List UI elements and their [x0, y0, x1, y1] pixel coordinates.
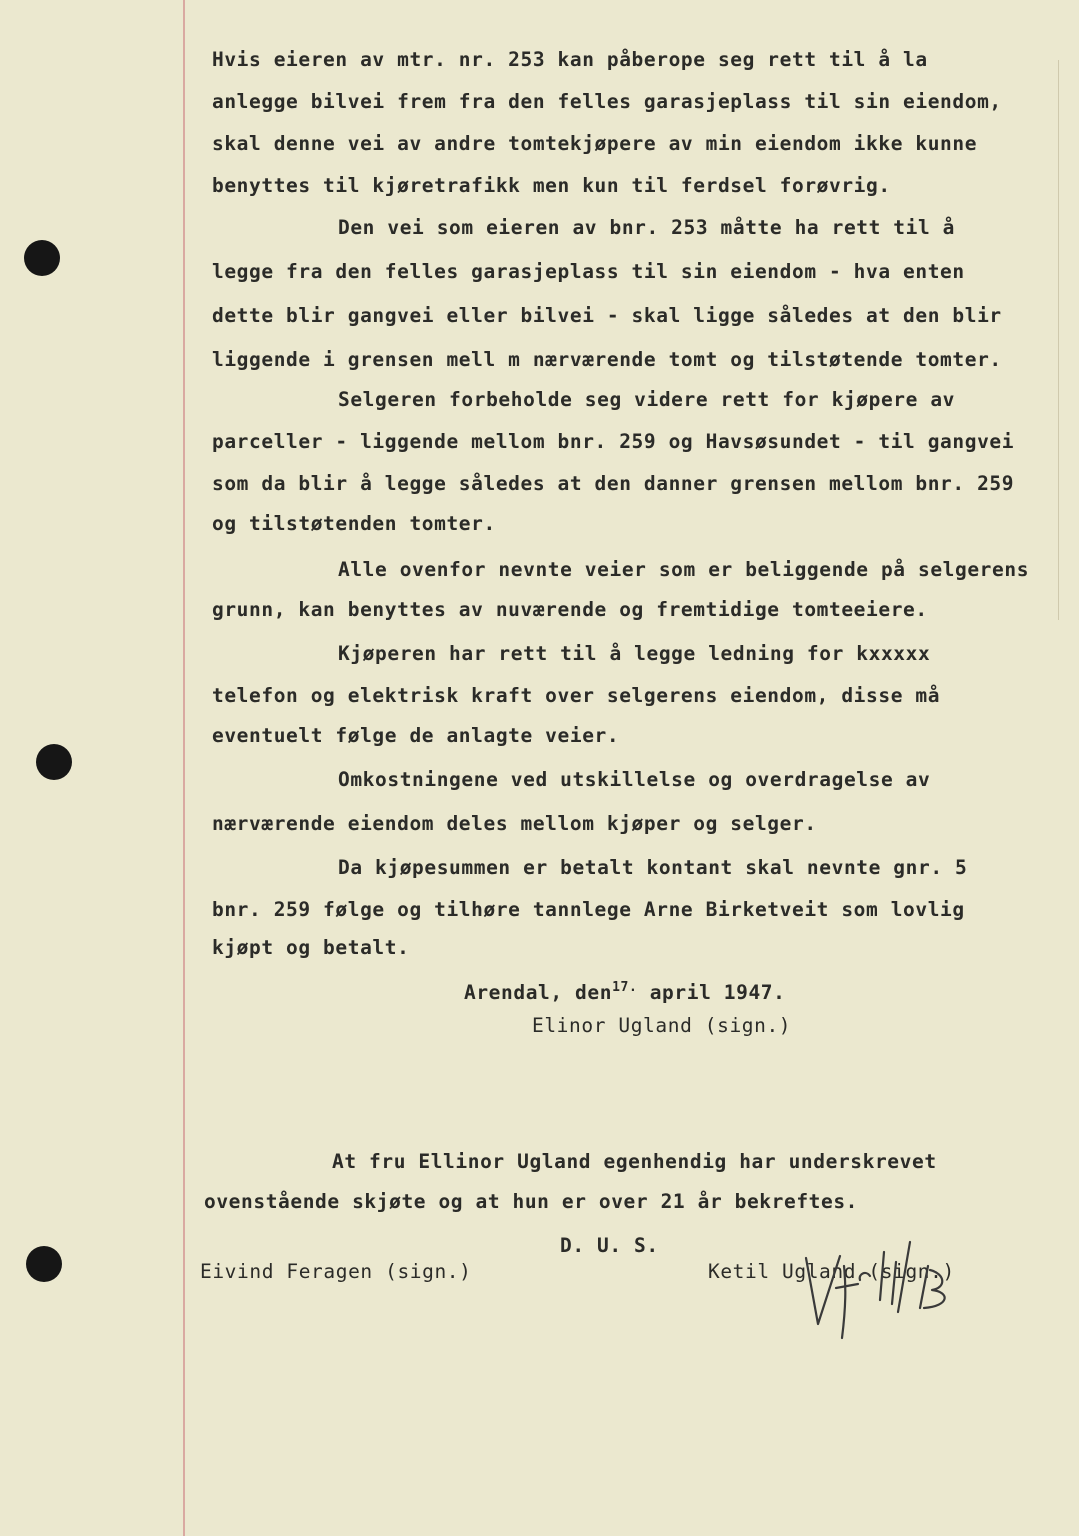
- witness-right-signature: Ketil Ugland (sign.): [708, 1260, 955, 1283]
- text-line: kjøpt og betalt.: [212, 936, 410, 959]
- text-line: liggende i grensen mell m nærværende tomt og tilstøtende tomter.: [212, 348, 1002, 371]
- witness-left-signature: Eivind Feragen (sign.): [200, 1260, 472, 1283]
- text-line: som da blir å legge således at den danner grensen mellom bnr. 259: [212, 472, 1015, 495]
- dus-mark: D. U. S.: [560, 1234, 659, 1257]
- text-line: eventuelt følge de anlagte veier.: [212, 724, 620, 747]
- attestation-line: ovenstående skjøte og at hun er over 21 år bekreftes.: [204, 1190, 859, 1213]
- text-line: bnr. 259 følge og tilhøre tannlege Arne Birketveit som lovlig: [212, 898, 965, 921]
- text-line: Den vei som eieren av bnr. 253 måtte ha rett til å: [338, 216, 955, 239]
- text-line: skal denne vei av andre tomtekjøpere av min eiendom ikke kunne: [212, 132, 978, 155]
- dateline: [464, 980, 785, 1004]
- punch-hole-icon: [24, 240, 60, 276]
- text-line: Alle ovenfor nevnte veier som er beliggende på selgerens: [338, 558, 1030, 581]
- handwritten-initials-icon: [800, 1236, 960, 1356]
- text-line: parceller - liggende mellom bnr. 259 og Havsøsundet - til gangvei: [212, 430, 1015, 453]
- text-line: grunn, kan benyttes av nuværende og fremtidige tomteeiere.: [212, 598, 928, 621]
- page-edge-rule: [1058, 60, 1059, 620]
- text-line: nærværende eiendom deles mellom kjøper og selger.: [212, 812, 817, 835]
- text-line: legge fra den felles garasjeplass til sin eiendom - hva enten: [212, 260, 965, 283]
- punch-hole-icon: [26, 1246, 62, 1282]
- dateline-day: 17.: [612, 980, 638, 995]
- text-line: Kjøperen har rett til å legge ledning for kxxxxx: [338, 642, 931, 665]
- text-line: Da kjøpesummen er betalt kontant skal nevnte gnr. 5: [338, 856, 968, 879]
- attestation-line: At fru Ellinor Ugland egenhendig har underskrevet: [332, 1150, 937, 1173]
- dateline-suffix: april 1947.: [649, 981, 786, 1004]
- seller-signature: Elinor Ugland (sign.): [532, 1014, 792, 1037]
- text-line: Omkostningene ved utskillelse og overdragelse av: [338, 768, 931, 791]
- punch-hole-icon: [36, 744, 72, 780]
- red-margin-rule: [183, 0, 185, 1536]
- dateline-prefix: Arendal, den: [464, 981, 613, 1004]
- text-line: Hvis eieren av mtr. nr. 253 kan påberope seg rett til å la: [212, 48, 928, 71]
- text-line: telefon og elektrisk kraft over selgerens eiendom, disse må: [212, 684, 941, 707]
- text-line: benyttes til kjøretrafikk men kun til ferdsel forøvrig.: [212, 174, 891, 197]
- text-line: anlegge bilvei frem fra den felles garasjeplass til sin eiendom,: [212, 90, 1002, 113]
- text-line: Selgeren forbeholde seg videre rett for kjøpere av: [338, 388, 955, 411]
- text-line: og tilstøtenden tomter.: [212, 512, 496, 535]
- text-line: dette blir gangvei eller bilvei - skal ligge således at den blir: [212, 304, 1002, 327]
